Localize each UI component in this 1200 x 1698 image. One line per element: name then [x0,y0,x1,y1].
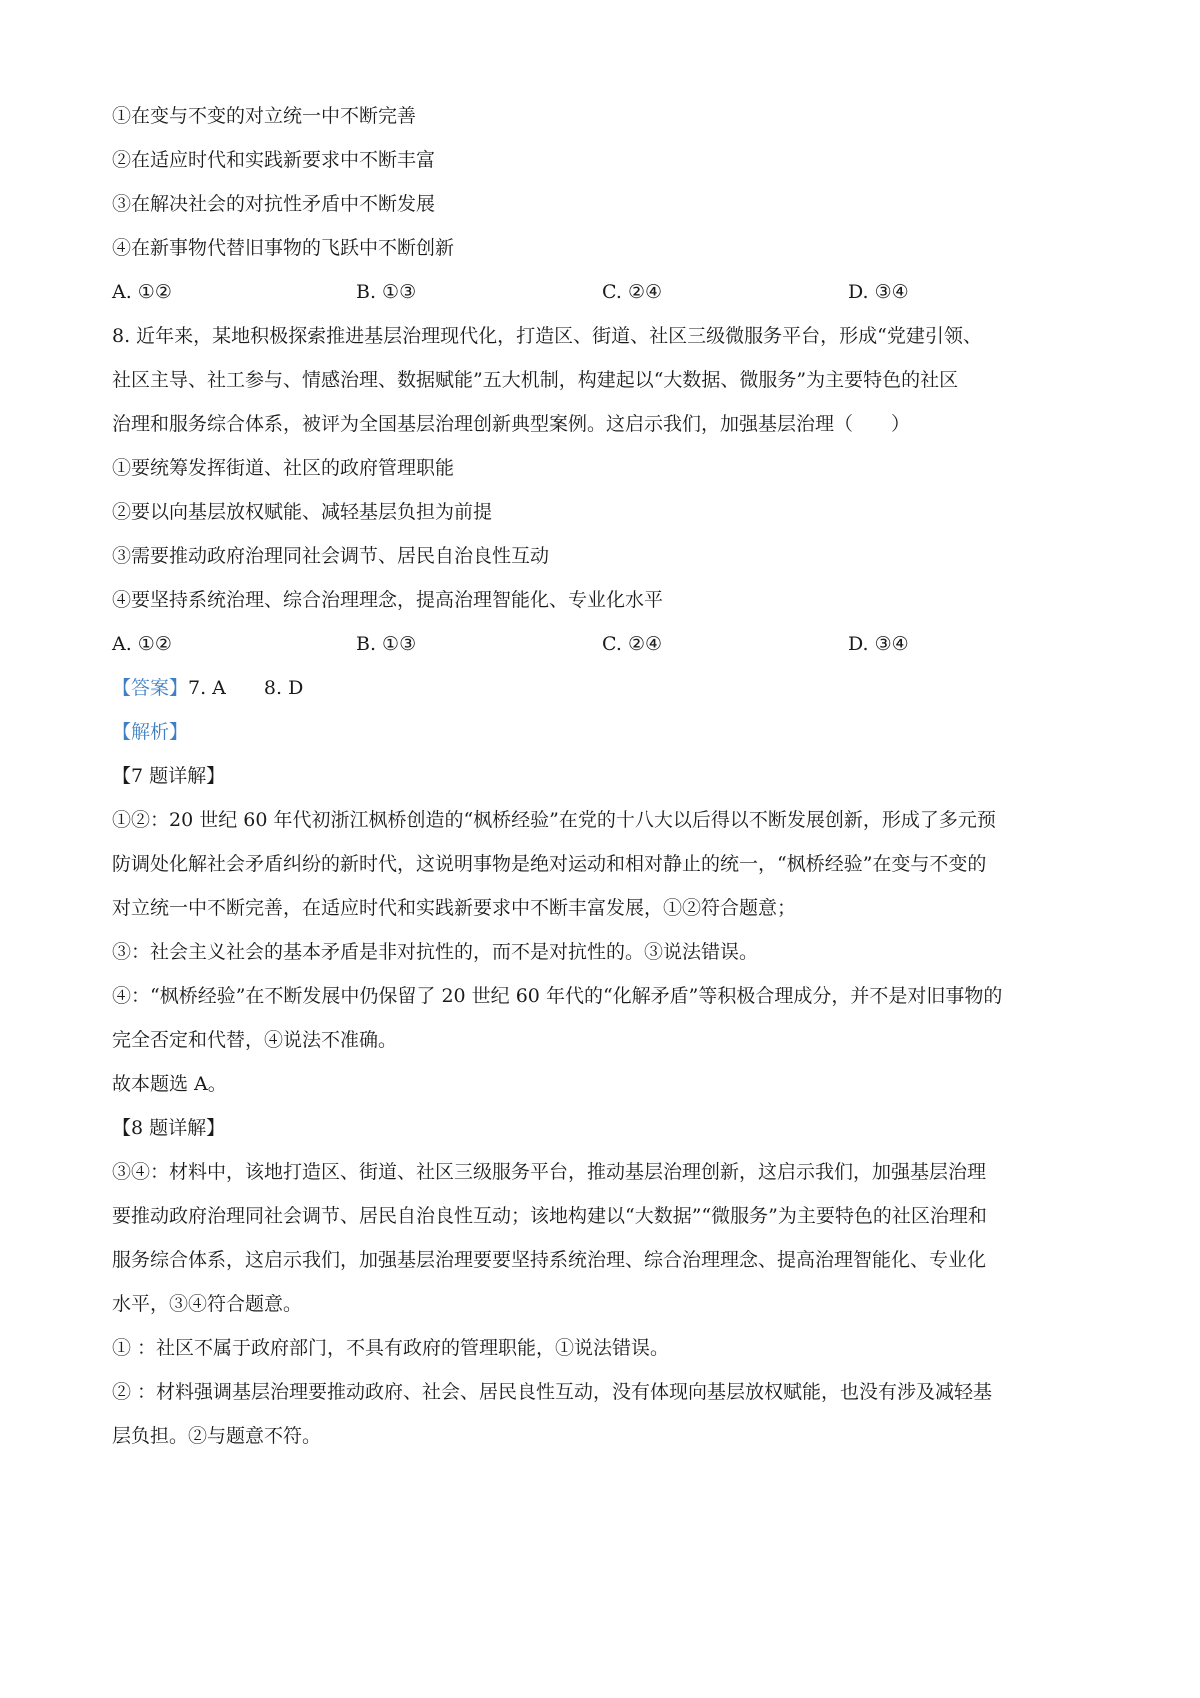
answer-text: 7. A 8. D [188,677,304,699]
q7-detail-line-7: 故本题选 A。 [112,1073,227,1095]
q8-stem-line-1: 8. 近年来，某地积极探索推进基层治理现代化，打造区、街道、社区三级微服务平台，形成“党建引领、 [112,325,982,347]
q8-detail-title: 【8 题详解】 [112,1117,226,1139]
q7-detail-line-4: ③：社会主义社会的基本矛盾是非对抗性的，而不是对抗性的。③说法错误。 [112,941,759,963]
q8-option-a: A. ①② [112,633,172,655]
q7-option-c: C. ②④ [602,281,663,303]
q8-detail-line-4: 水平，③④符合题意。 [112,1293,303,1315]
q7-statement-3: ③在解决社会的对抗性矛盾中不断发展 [112,193,436,215]
answer-tag: 【答案】 [112,677,189,699]
q8-detail-line-7: 层负担。②与题意不符。 [112,1425,322,1447]
q7-detail-line-6: 完全否定和代替，④说法不准确。 [112,1029,398,1051]
q8-detail-line-3: 服务综合体系，这启示我们，加强基层治理要要坚持系统治理、综合治理理念、提高治理智能化、专业化 [112,1249,987,1271]
q8-stem-line-2: 社区主导、社工参与、情感治理、数据赋能”五大机制，构建起以“大数据、微服务”为主要特色的社区 [112,369,959,391]
q8-statement-3: ③需要推动政府治理同社会调节、居民自治良性互动 [112,545,550,567]
q8-option-b: B. ①③ [356,633,417,655]
q8-option-c: C. ②④ [602,633,663,655]
q8-detail-line-1: ③④：材料中，该地打造区、街道、社区三级服务平台，推动基层治理创新，这启示我们，加强基层治理 [112,1161,987,1183]
q8-detail-line-5: ① ：社区不属于政府部门，不具有政府的管理职能，①说法错误。 [112,1337,670,1359]
q8-statement-1: ①要统筹发挥街道、社区的政府管理职能 [112,457,455,479]
q7-detail-title: 【7 题详解】 [112,765,226,787]
q8-detail-line-6: ② ：材料强调基层治理要推动政府、社会、居民良性互动，没有体现向基层放权赋能，也没有涉及减轻基 [112,1381,993,1403]
q7-option-a: A. ①② [112,281,172,303]
q7-option-d: D. ③④ [848,281,909,303]
q8-stem-line-3: 治理和服务综合体系，被评为全国基层治理创新典型案例。这启示我们，加强基层治理（ ） [112,413,911,435]
analysis-tag: 【解析】 [112,721,189,743]
q7-statement-2: ②在适应时代和实践新要求中不断丰富 [112,149,436,171]
q8-statement-4: ④要坚持系统治理、综合治理理念，提高治理智能化、专业化水平 [112,589,664,611]
q7-detail-line-3: 对立统一中不断完善，在适应时代和实践新要求中不断丰富发展，①②符合题意； [112,897,797,919]
q8-detail-line-2: 要推动政府治理同社会调节、居民自治良性互动；该地构建以“大数据”“微服务”为主要特色的社区治理和 [112,1205,987,1227]
q8-statement-2: ②要以向基层放权赋能、减轻基层负担为前提 [112,501,493,523]
q7-statement-1: ①在变与不变的对立统一中不断完善 [112,105,417,127]
q7-detail-line-5: ④：“枫桥经验”在不断发展中仍保留了 20 世纪 60 年代的“化解矛盾”等积极合理成分，并不是对旧事物的 [112,985,1003,1007]
q7-statement-4: ④在新事物代替旧事物的飞跃中不断创新 [112,237,455,259]
q7-detail-line-2: 防调处化解社会矛盾纠纷的新时代，这说明事物是绝对运动和相对静止的统一，“枫桥经验”在变与不变的 [112,853,987,875]
q7-detail-line-1: ①②：20 世纪 60 年代初浙江枫桥创造的“枫桥经验”在党的十八大以后得以不断发展创新，形成了多元预 [112,809,996,831]
answer-line [112,675,303,701]
q8-option-d: D. ③④ [848,633,909,655]
q7-option-b: B. ①③ [356,281,417,303]
